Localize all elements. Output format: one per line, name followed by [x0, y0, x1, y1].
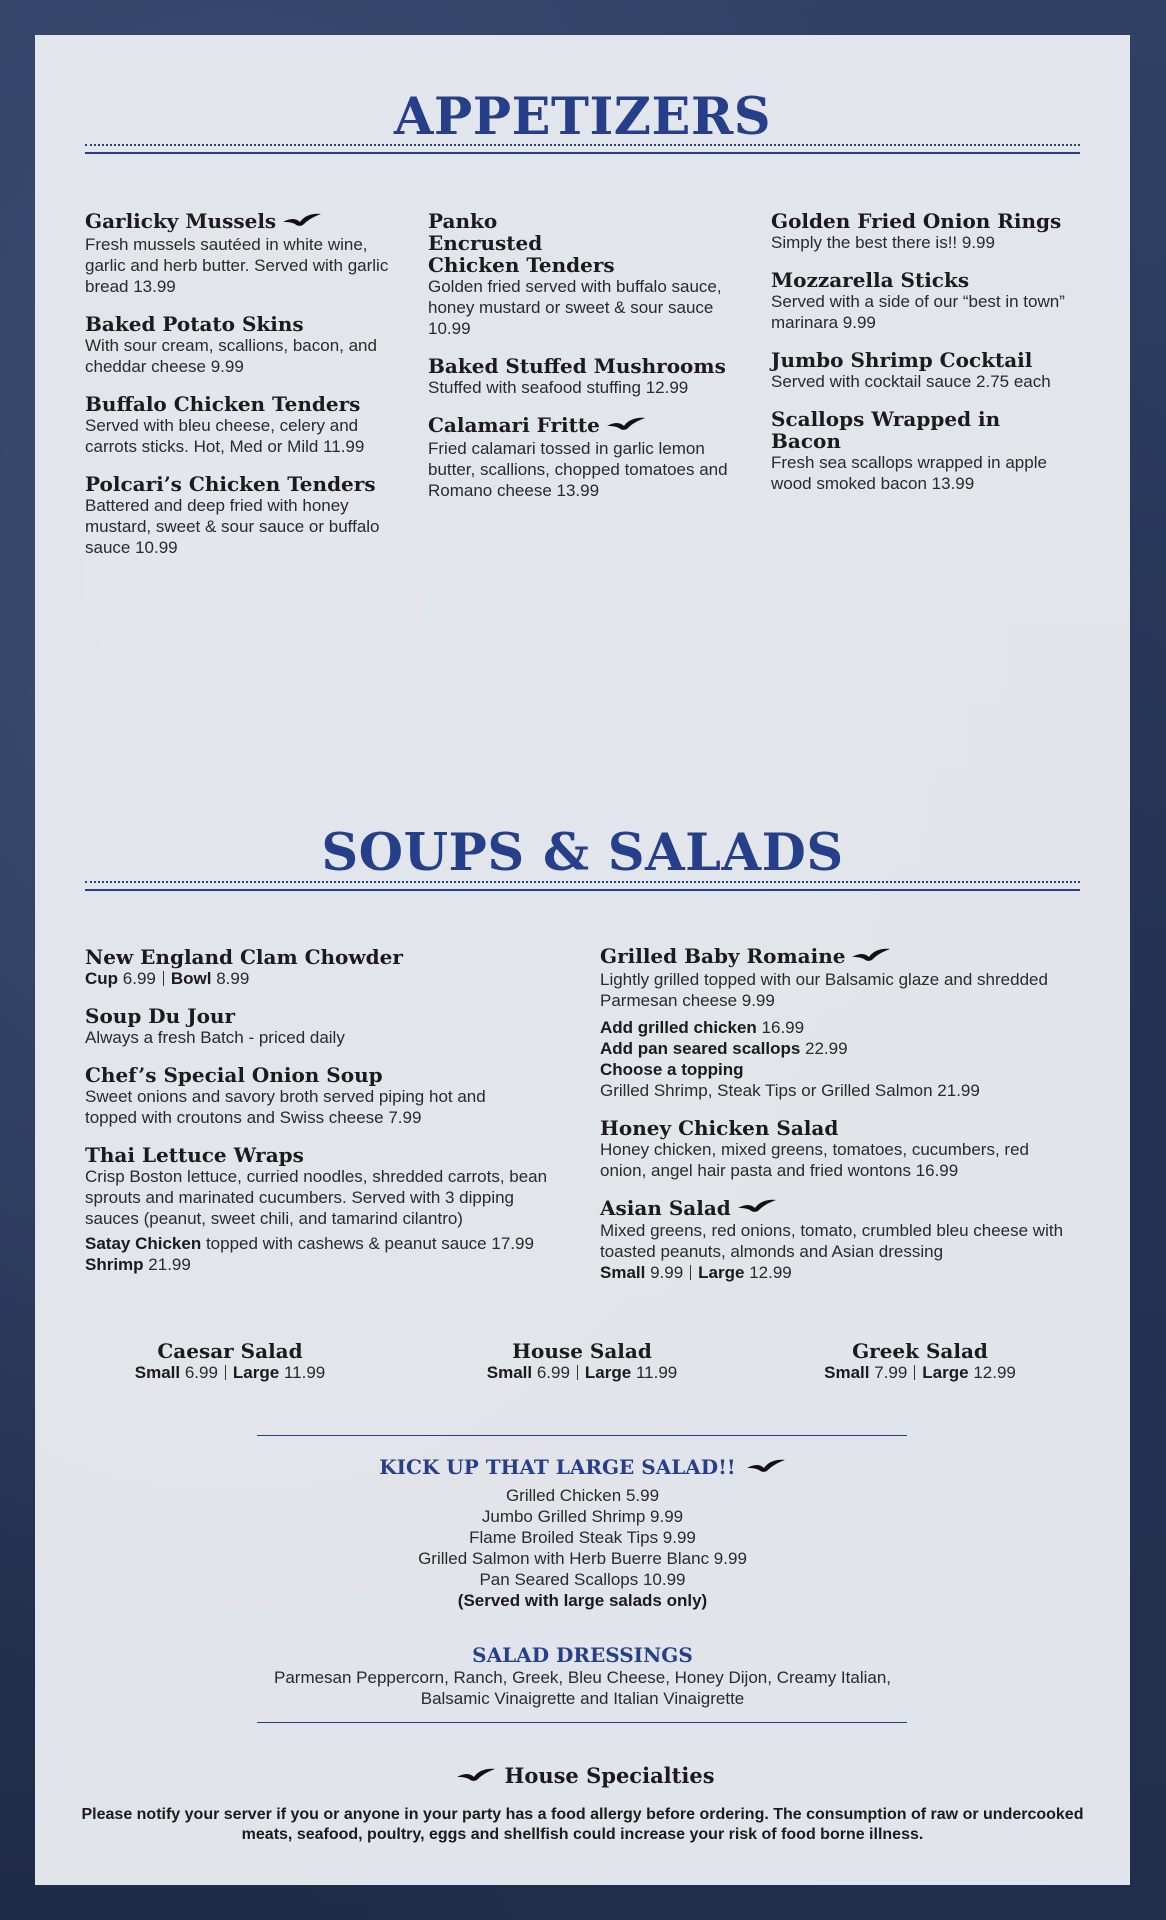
- kickup-note: (Served with large salads only): [457, 1590, 708, 1610]
- dressings-line: Balsamic Vinaigrette and Italian Vinaigrette: [420, 1689, 745, 1708]
- large-label: Large: [584, 1363, 632, 1382]
- house-specialties-label: House Specialties: [504, 1763, 715, 1788]
- menu-item: [85, 473, 395, 558]
- cup-label: Cup: [85, 969, 119, 988]
- small-price: 6.99: [180, 1363, 218, 1382]
- large-price: 12.99: [968, 1363, 1016, 1382]
- bowl-price: 8.99: [216, 969, 250, 988]
- divider-line: [257, 1722, 907, 1723]
- menu-item: [771, 269, 1076, 333]
- item-desc: Golden fried served with buffalo sauce, honey mustard or sweet & sour sauce 10.99: [428, 277, 722, 338]
- item-name: Panko Encrusted Chicken Tenders: [428, 209, 615, 277]
- menu-item: [771, 408, 1076, 494]
- small-label: Small: [600, 1263, 646, 1282]
- item-desc: Stuffed with seafood stuffing 12.99: [428, 378, 689, 397]
- divider: [914, 1365, 915, 1380]
- item-name: Caesar Salad: [157, 1339, 303, 1363]
- divider-line: [257, 1435, 907, 1436]
- soups-salads-title: SOUPS & SALADS: [321, 823, 844, 883]
- item-desc: Lightly grilled topped with our Balsamic glaze and shredded Parmesan cheese 9.99: [600, 969, 1048, 1010]
- bowl-label: Bowl: [170, 969, 212, 988]
- add-scallops-price: 22.99: [800, 1038, 848, 1058]
- kickup-section: [35, 1455, 1130, 1611]
- seagull-icon: [456, 1767, 496, 1790]
- menu-item: [85, 313, 395, 377]
- item-desc: Mixed greens, red onions, tomato, crumbled bleu cheese with toasted peanuts, almonds and Asian dressing: [600, 1221, 1064, 1261]
- kickup-line: Pan Seared Scallops 10.99: [479, 1569, 686, 1589]
- large-price: 11.99: [279, 1363, 326, 1382]
- item-name: Chef’s Special Onion Soup: [85, 1063, 383, 1087]
- allergy-text: Please notify your server if you or anyone in your party has a food allergy before ordering. The consumption of raw or undercooked meats, seafood, poultry, eggs and shellfish could increase your risk of food borne illness.: [81, 1806, 1084, 1843]
- item-desc: Simply the best there is!! 9.99: [771, 233, 995, 252]
- item-desc: Always a fresh Batch - priced daily: [85, 1028, 345, 1047]
- menu-item: [85, 1005, 565, 1048]
- shrimp-label: Shrimp: [85, 1255, 144, 1274]
- dressings-line: Parmesan Peppercorn, Ranch, Greek, Bleu Cheese, Honey Dijon, Creamy Italian,: [273, 1668, 892, 1687]
- item-desc: Served with cocktail sauce 2.75 each: [771, 372, 1051, 391]
- add-scallops-label: Add pan seared scallops: [600, 1038, 801, 1058]
- small-price: 7.99: [869, 1363, 908, 1382]
- divider: [690, 1265, 691, 1280]
- small-label: Small: [134, 1363, 181, 1382]
- shrimp-text: 21.99: [143, 1255, 191, 1274]
- soups-col-left: [85, 946, 565, 1291]
- kickup-line: Flame Broiled Steak Tips 9.99: [469, 1527, 696, 1547]
- item-desc: Crisp Boston lettuce, curried noodles, shredded carrots, bean sprouts and marinated cucumbers. Served with 3 dipping sauces (peanut, sweet chili, and tamarind cilantro): [85, 1167, 548, 1228]
- menu-item: [600, 1197, 1070, 1284]
- soups-col-right: [600, 945, 1070, 1299]
- item-desc: Sweet onions and savory broth served piping hot and topped with croutons and Swiss cheese 7.99: [85, 1087, 486, 1127]
- item-name: Grilled Baby Romaine: [600, 944, 846, 968]
- item-name: Jumbo Shrimp Cocktail: [771, 348, 1033, 372]
- dressings-section: [35, 1643, 1130, 1709]
- house-specialties-legend: [35, 1765, 1130, 1790]
- small-price: 6.99: [532, 1363, 570, 1382]
- menu-item: [600, 1117, 1070, 1181]
- satay-text: topped with cashews & peanut sauce 17.99: [201, 1234, 534, 1253]
- kickup-line: Grilled Chicken 5.99: [505, 1485, 660, 1505]
- kickup-title: KICK UP THAT LARGE SALAD!!: [379, 1455, 736, 1479]
- item-name: Scallops Wrapped in Bacon: [771, 407, 1001, 453]
- menu-item: [771, 349, 1076, 392]
- satay-label: Satay Chicken: [85, 1234, 202, 1253]
- item-desc: Served with a side of our “best in town” marinara 9.99: [771, 292, 1065, 332]
- item-name: Baked Stuffed Mushrooms: [428, 354, 726, 378]
- seagull-icon: [606, 416, 646, 438]
- small-label: Small: [486, 1363, 533, 1382]
- soups-salads-rule: [85, 881, 1080, 891]
- item-name: Honey Chicken Salad: [600, 1115, 839, 1140]
- side-salad-greek: [795, 1340, 1045, 1383]
- side-salad-house: [457, 1340, 707, 1383]
- add-chicken-label: Add grilled chicken: [600, 1017, 757, 1037]
- menu-item: [771, 210, 1076, 253]
- seagull-icon: [851, 947, 891, 969]
- menu-item: [428, 355, 746, 398]
- seagull-icon: [746, 1457, 786, 1481]
- kickup-line: Grilled Salmon with Herb Buerre Blanc 9.99: [418, 1548, 747, 1568]
- large-label: Large: [698, 1263, 745, 1282]
- item-desc: Battered and deep fried with honey mustard, sweet & sour sauce or buffalo sauce 10.99: [85, 495, 380, 557]
- item-name: New England Clam Chowder: [85, 945, 403, 969]
- large-price: 12.99: [744, 1263, 792, 1282]
- item-name: Greek Salad: [852, 1339, 988, 1363]
- appetizers-col-2: [428, 210, 746, 517]
- item-desc: With sour cream, scallions, bacon, and cheddar cheese 9.99: [85, 335, 377, 376]
- kickup-line: Jumbo Grilled Shrimp 9.99: [481, 1506, 684, 1526]
- seagull-icon: [282, 212, 322, 234]
- menu-item: [428, 414, 746, 501]
- item-desc: Served with bleu cheese, celery and carrots sticks. Hot, Med or Mild 11.99: [85, 415, 365, 456]
- large-label: Large: [922, 1363, 969, 1382]
- appetizers-title: APPETIZERS: [393, 87, 772, 147]
- topping-text: Grilled Shrimp, Steak Tips or Grilled Salmon 21.99: [600, 1080, 980, 1100]
- item-desc: Fresh mussels sautéed in white wine, garlic and herb butter. Served with garlic bread 13.99: [85, 234, 389, 296]
- item-desc: Fresh sea scallops wrapped in apple wood smoked bacon 13.99: [771, 453, 1047, 493]
- item-name: Garlicky Mussels: [85, 209, 277, 233]
- small-price: 9.99: [645, 1263, 684, 1282]
- menu-item: [85, 946, 565, 989]
- item-name: Soup Du Jour: [85, 1004, 235, 1028]
- item-name: Golden Fried Onion Rings: [771, 209, 1062, 233]
- item-name: Baked Potato Skins: [85, 311, 304, 336]
- menu-item: [428, 210, 746, 339]
- appetizers-col-3: [771, 210, 1076, 510]
- item-name: Polcari’s Chicken Tenders: [85, 471, 376, 496]
- dressings-title: SALAD DRESSINGS: [472, 1643, 693, 1667]
- menu-page: [35, 35, 1130, 1885]
- allergy-notice: [75, 1805, 1090, 1845]
- menu-item: [600, 945, 1070, 1101]
- item-name: Mozzarella Sticks: [771, 268, 970, 292]
- appetizers-rule: [85, 144, 1080, 154]
- divider: [577, 1365, 578, 1380]
- divider: [225, 1365, 226, 1380]
- seagull-icon: [737, 1198, 777, 1220]
- large-label: Large: [232, 1363, 280, 1382]
- item-name: Calamari Fritte: [428, 413, 600, 437]
- item-name: Buffalo Chicken Tenders: [85, 391, 361, 416]
- add-chicken-price: 16.99: [756, 1017, 805, 1037]
- topping-label: Choose a topping: [600, 1059, 744, 1079]
- side-salad-caesar: [105, 1340, 355, 1383]
- small-label: Small: [824, 1363, 870, 1382]
- menu-item: [85, 1064, 565, 1128]
- cup-price: 6.99: [122, 969, 156, 988]
- large-price: 11.99: [631, 1363, 678, 1382]
- menu-item: [85, 393, 395, 457]
- item-desc: Fried calamari tossed in garlic lemon butter, scallions, chopped tomatoes and Romano cheese 13.99: [428, 438, 728, 500]
- menu-item: [85, 1144, 565, 1275]
- item-name: House Salad: [512, 1339, 652, 1363]
- appetizers-col-1: [85, 210, 395, 574]
- item-name: Thai Lettuce Wraps: [85, 1143, 304, 1167]
- item-desc: Honey chicken, mixed greens, tomatoes, cucumbers, red onion, angel hair pasta and fried wontons 16.99: [600, 1139, 1029, 1180]
- menu-item: [85, 210, 395, 297]
- divider: [163, 971, 164, 986]
- item-name: Asian Salad: [600, 1195, 731, 1220]
